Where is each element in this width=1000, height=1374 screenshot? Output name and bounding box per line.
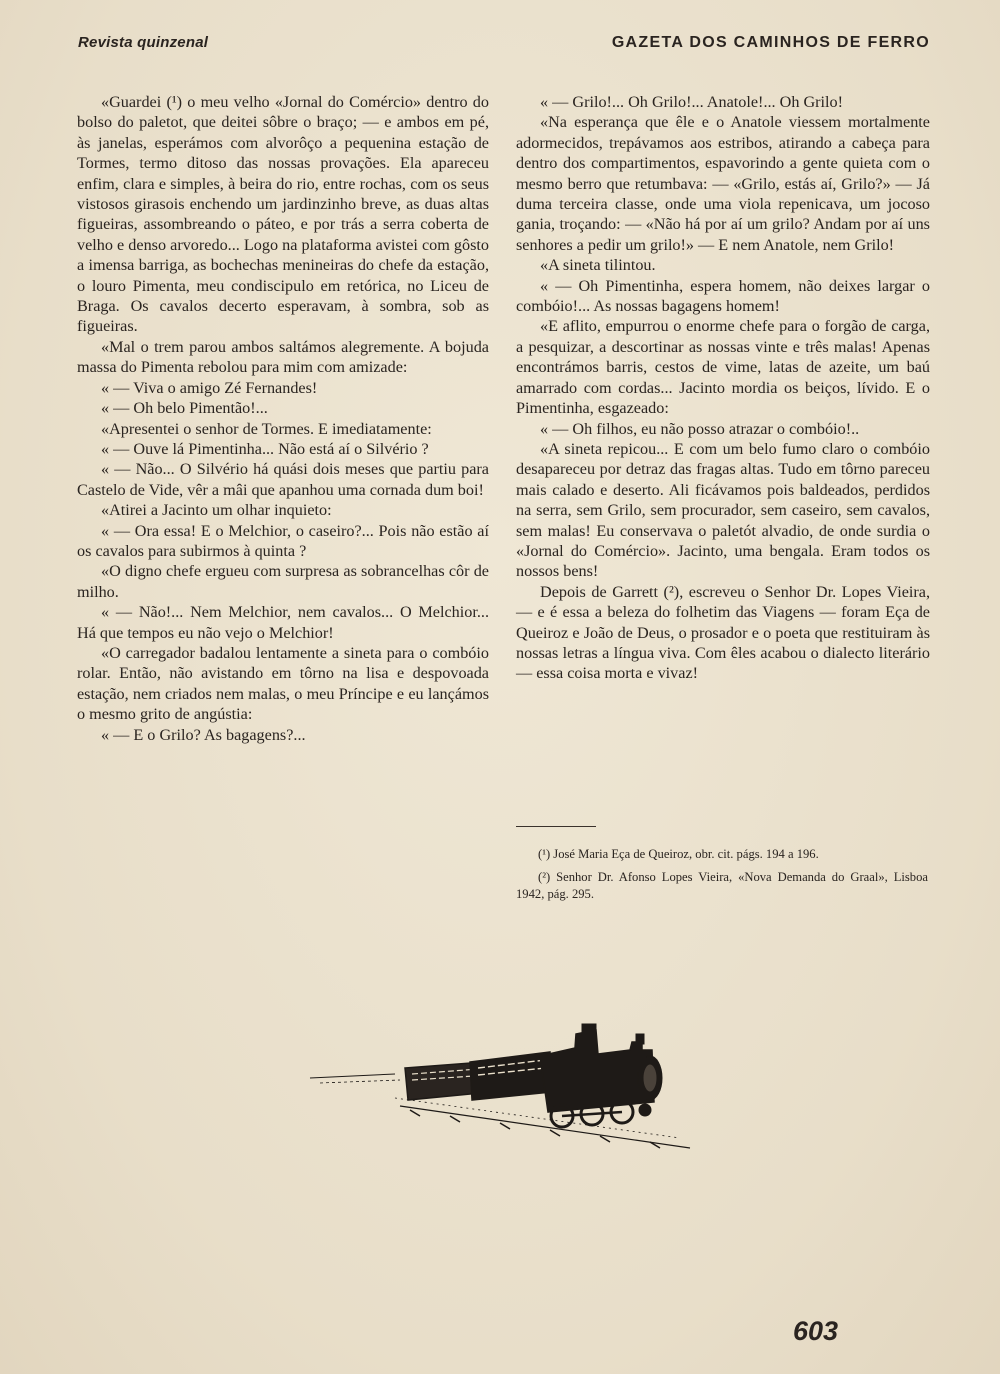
paragraph: « — Ouve lá Pimentinha... Não está aí o Silvério ? bbox=[101, 439, 429, 458]
header-magazine-title: GAZETA DOS CAMINHOS DE FERRO bbox=[611, 34, 930, 51]
paragraph: «E aflito, empurrou o enorme chefe para o forgão de carga, a pesquizar, a descortinar as nossas vinte e três malas! Apenas encontrámos barris, cestos de vime, latas de azeite, um baú amarrado com cordas... Jacinto mordia os beiços, lívido. E o Pimentinha, esgazeado: bbox=[516, 317, 930, 418]
paragraph: « — Ora essa! E o Melchior, o caseiro?... Pois não estão aí os cavalos para subirmos à quinta ? bbox=[77, 521, 489, 560]
paragraph: « — Oh belo Pimentão!... bbox=[101, 399, 268, 418]
paragraph: «Na esperança que êle e o Anatole viessem mortalmente adormecidos, trepávamos aos estribos, atirando a cabeça para dentro dos compartimentos, espavorindo a gente quieta com o mesmo berro que retumbava: — «Grilo, estás aí, Grilo?» — Já duma terceira classe, onde uma viola repenicava, um jocoso gania, troçando: — «Não há por aí um grilo? Andam por aí uns senhores a pedir um grilo!» — E nem Anatole, nem Grilo! bbox=[516, 113, 930, 254]
paragraph: « — Viva o amigo Zé Fernandes! bbox=[101, 378, 318, 397]
paragraph: « — Oh filhos, eu não posso atrazar o combóio!.. bbox=[540, 419, 860, 438]
footnotes bbox=[516, 846, 928, 909]
left-text-column bbox=[77, 92, 489, 745]
paragraph: « — E o Grilo? As bagagens?... bbox=[101, 725, 306, 744]
paragraph: «Atirei a Jacinto um olhar inquieto: bbox=[101, 501, 332, 520]
footnote: (¹) José Maria Eça de Queiroz, obr. cit. págs. 194 a 196. bbox=[538, 847, 819, 861]
right-text-column bbox=[516, 92, 930, 684]
page-number: 603 bbox=[793, 1316, 839, 1346]
paragraph: «Mal o trem parou ambos saltámos alegremente. A bojuda massa do Pimenta rebolou para mim com amizade: bbox=[77, 337, 489, 377]
paragraph: «A sineta repicou... E com um belo fumo claro o combóio desapareceu por detraz das fragas altas. Tudo em tôrno pareceu mais calado e deserto. Ali ficávamos pois baldeados, perdidos na serra, sem Grilo, sem procurador, sem caseiro, sem cavalos, sem malas! Eu conservava o paletót alvadio, de onde surdia o «Jornal do Comércio». Jacinto, uma bengala. Eram todos os nossos bens! bbox=[516, 439, 930, 581]
paragraph: « — Não!... Nem Melchior, nem cavalos... O Melchior... Há que tempos eu não vejo o Melchior! bbox=[77, 603, 489, 642]
paragraph: «O carregador badalou lentamente a sineta para o combóio rolar. Então, não avistando em tôrno na lisa e despovoada estação, nem criados nem malas, o meu Príncipe e eu lançámos o mesmo grito de angústia: bbox=[77, 643, 489, 724]
paragraph: Depois de Garrett (²), escreveu o Senhor Dr. Lopes Vieira, — e é essa a beleza do folhetim das Viagens — foram Eça de Queiroz e João de Deus, o prosador e o poeta que restituiram às nossas letras a língua viva. Com êles acabou o dialecto literário — essa coisa morta e vivaz! bbox=[516, 582, 930, 683]
paragraph: «A sineta tilintou. bbox=[540, 256, 656, 275]
paragraph: « — Não... O Silvério há quási dois meses que partiu para Castelo de Vide, vêr a mâi que apanhou uma cornada dum boi! bbox=[77, 460, 489, 499]
footnote-divider bbox=[516, 826, 596, 827]
footnote: (²) Senhor Dr. Afonso Lopes Vieira, «Nova Demanda do Graal», Lisboa 1942, pág. 295. bbox=[516, 869, 928, 901]
header-publication-frequency: Revista quinzenal bbox=[78, 34, 209, 51]
paragraph: « — Oh Pimentinha, espera homem, não deixes largar o combóio!... As nossas bagagens homem! bbox=[516, 276, 930, 316]
paragraph: « — Grilo!... Oh Grilo!... Anatole!... Oh Grilo! bbox=[540, 93, 844, 111]
paragraph: «O digno chefe ergueu com surpresa as sobrancelhas côr de milho. bbox=[77, 562, 489, 601]
train-locomotive-icon bbox=[300, 1020, 700, 1160]
paragraph: «Guardei (¹) o meu velho «Jornal do Comércio» dentro do bolso do paletot, que deitei sôbre o braço; — e ambos em pé, às janelas, esperámos com alvorôço a pequenina estação de Tormes, termo ditoso das nossas provações. Ela apareceu enfim, clara e simples, à beira do rio, entre rochas, com os seus vistosos girasois enchendo um jardinzinho breve, as duas altas figueiras, assombreando o páteo, e por trás a serra coberta de velho e denso arvoredo... Logo na plataforma avistei com gôsto a imensa barriga, as bochechas menineiras do chefe da estação, o louro Pimenta, meu condiscipulo em retórica, no Liceu de Braga. Os cavalos decerto esperavam, à sombra, sob as figueiras. bbox=[77, 93, 489, 336]
paragraph: «Apresentei o senhor de Tormes. E imediatamente: bbox=[101, 419, 432, 438]
